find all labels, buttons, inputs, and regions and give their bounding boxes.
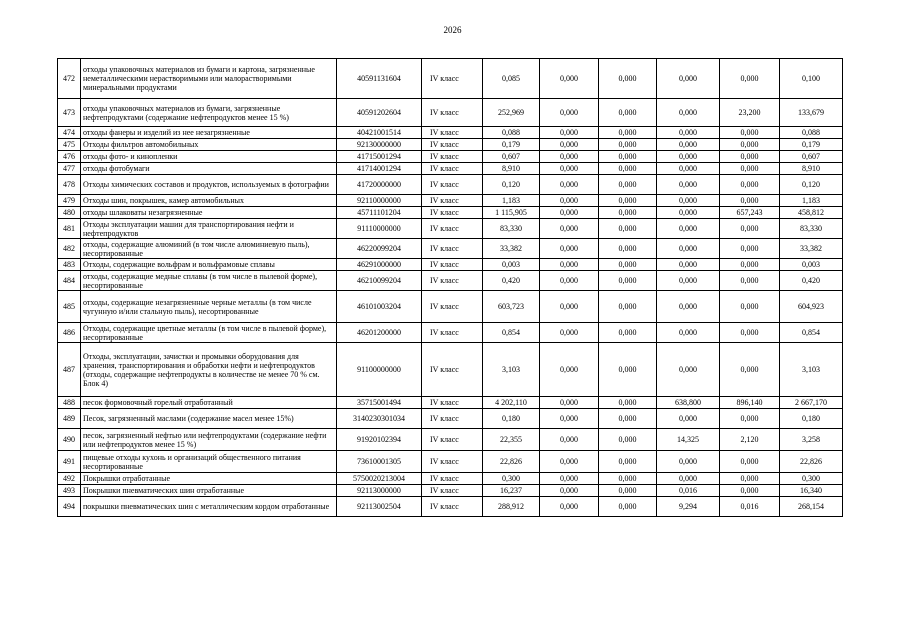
table-row — [58, 409, 843, 429]
row-number: 486 — [58, 323, 81, 343]
value-col-5: 0,000 — [720, 259, 780, 271]
hazard-class: IV класс — [422, 139, 483, 151]
value-col-4: 0,000 — [657, 139, 720, 151]
value-col-3: 0,000 — [599, 139, 657, 151]
value-col-2: 0,000 — [540, 271, 599, 291]
fkko-code: 41714001294 — [337, 163, 422, 175]
waste-name: отходы шлаковаты незагрязненные — [81, 207, 337, 219]
row-number: 487 — [58, 343, 81, 397]
value-col-2: 0,000 — [540, 497, 599, 517]
value-col-4: 0,000 — [657, 151, 720, 163]
table-row — [58, 127, 843, 139]
page-number: 2026 — [443, 25, 462, 35]
table-row — [58, 259, 843, 271]
value-col-4: 0,000 — [657, 271, 720, 291]
value-col-4: 0,000 — [657, 409, 720, 429]
value-col-5: 0,000 — [720, 59, 780, 99]
waste-name: отходы, содержащие незагрязненные черные металлы (в том числе чугунную и/или стальную пыль), несортированные — [81, 291, 337, 323]
value-col-3: 0,000 — [599, 497, 657, 517]
row-number: 492 — [58, 473, 81, 485]
value-col-6: 0,120 — [780, 175, 843, 195]
value-col-2: 0,000 — [540, 239, 599, 259]
hazard-class: IV класс — [422, 409, 483, 429]
table-row — [58, 163, 843, 175]
table-row — [58, 271, 843, 291]
value-col-6: 0,100 — [780, 59, 843, 99]
value-col-2: 0,000 — [540, 151, 599, 163]
fkko-code: 5750020213004 — [337, 473, 422, 485]
waste-name: Отходы, содержащие цветные металлы (в том числе в пылевой форме), несортированные — [81, 323, 337, 343]
value-col-4: 0,000 — [657, 451, 720, 473]
value-col-1: 252,969 — [483, 99, 540, 127]
value-col-5: 0,016 — [720, 497, 780, 517]
value-col-2: 0,000 — [540, 259, 599, 271]
waste-name: песок, загрязненный нефтью или нефтепродуктами (содержание нефти или нефтепродуктов менее 15 %) — [81, 429, 337, 451]
value-col-2: 0,000 — [540, 195, 599, 207]
row-number: 481 — [58, 219, 81, 239]
row-number: 493 — [58, 485, 81, 497]
value-col-3: 0,000 — [599, 195, 657, 207]
value-col-2: 0,000 — [540, 127, 599, 139]
value-col-2: 0,000 — [540, 175, 599, 195]
value-col-5: 896,140 — [720, 397, 780, 409]
value-col-1: 4 202,110 — [483, 397, 540, 409]
value-col-5: 657,243 — [720, 207, 780, 219]
value-col-4: 0,000 — [657, 239, 720, 259]
fkko-code: 46291000000 — [337, 259, 422, 271]
row-number: 475 — [58, 139, 81, 151]
row-number: 473 — [58, 99, 81, 127]
value-col-1: 0,300 — [483, 473, 540, 485]
waste-name: Отходы эксплуатации машин для транспортирования нефти и нефтепродуктов — [81, 219, 337, 239]
row-number: 482 — [58, 239, 81, 259]
value-col-5: 0,000 — [720, 473, 780, 485]
value-col-5: 0,000 — [720, 139, 780, 151]
value-col-6: 2 667,170 — [780, 397, 843, 409]
value-col-1: 0,854 — [483, 323, 540, 343]
hazard-class: IV класс — [422, 99, 483, 127]
value-col-6: 83,330 — [780, 219, 843, 239]
fkko-code: 41720000000 — [337, 175, 422, 195]
fkko-code: 40591202604 — [337, 99, 422, 127]
value-col-4: 0,000 — [657, 59, 720, 99]
table-row — [58, 59, 843, 99]
row-number: 480 — [58, 207, 81, 219]
value-col-1: 0,607 — [483, 151, 540, 163]
value-col-1: 1 115,905 — [483, 207, 540, 219]
waste-table — [57, 58, 843, 517]
hazard-class: IV класс — [422, 291, 483, 323]
fkko-code: 41715001294 — [337, 151, 422, 163]
waste-name: Отходы, содержащие вольфрам и вольфрамовые сплавы — [81, 259, 337, 271]
fkko-code: 35715001494 — [337, 397, 422, 409]
value-col-4: 0,000 — [657, 127, 720, 139]
waste-name: Покрышки пневматических шин отработанные — [81, 485, 337, 497]
row-number: 489 — [58, 409, 81, 429]
value-col-5: 0,000 — [720, 271, 780, 291]
hazard-class: IV класс — [422, 429, 483, 451]
waste-name: отходы фото- и кинопленки — [81, 151, 337, 163]
value-col-6: 0,854 — [780, 323, 843, 343]
value-col-2: 0,000 — [540, 139, 599, 151]
fkko-code: 46101003204 — [337, 291, 422, 323]
value-col-6: 458,812 — [780, 207, 843, 219]
table-row — [58, 485, 843, 497]
value-col-1: 1,183 — [483, 195, 540, 207]
value-col-6: 0,179 — [780, 139, 843, 151]
fkko-code: 92113000000 — [337, 485, 422, 497]
row-number: 484 — [58, 271, 81, 291]
value-col-3: 0,000 — [599, 259, 657, 271]
waste-name: пищевые отходы кухонь и организаций общественного питания несортированные — [81, 451, 337, 473]
value-col-6: 0,003 — [780, 259, 843, 271]
value-col-1: 33,382 — [483, 239, 540, 259]
value-col-4: 14,325 — [657, 429, 720, 451]
row-number: 474 — [58, 127, 81, 139]
table-row — [58, 99, 843, 127]
value-col-5: 0,000 — [720, 151, 780, 163]
value-col-3: 0,000 — [599, 429, 657, 451]
value-col-1: 603,723 — [483, 291, 540, 323]
fkko-code: 46210099204 — [337, 271, 422, 291]
value-col-2: 0,000 — [540, 409, 599, 429]
value-col-5: 0,000 — [720, 451, 780, 473]
value-col-3: 0,000 — [599, 397, 657, 409]
value-col-4: 0,000 — [657, 99, 720, 127]
fkko-code: 40421001514 — [337, 127, 422, 139]
value-col-2: 0,000 — [540, 429, 599, 451]
table-row — [58, 151, 843, 163]
hazard-class: IV класс — [422, 207, 483, 219]
table-row — [58, 497, 843, 517]
value-col-2: 0,000 — [540, 207, 599, 219]
value-col-4: 0,000 — [657, 323, 720, 343]
hazard-class: IV класс — [422, 323, 483, 343]
waste-name: Покрышки отработанные — [81, 473, 337, 485]
waste-name: отходы упаковочных материалов из бумаги, загрязненные нефтепродуктами (содержание нефтепродуктов менее 15 %) — [81, 99, 337, 127]
fkko-code: 91110000000 — [337, 219, 422, 239]
hazard-class: IV класс — [422, 271, 483, 291]
hazard-class: IV класс — [422, 485, 483, 497]
waste-name: песок формовочный горелый отработанный — [81, 397, 337, 409]
hazard-class: IV класс — [422, 175, 483, 195]
waste-name: Отходы шин, покрышек, камер автомобильных — [81, 195, 337, 207]
value-col-5: 0,000 — [720, 291, 780, 323]
hazard-class: IV класс — [422, 451, 483, 473]
value-col-2: 0,000 — [540, 451, 599, 473]
row-number: 490 — [58, 429, 81, 451]
row-number: 479 — [58, 195, 81, 207]
value-col-1: 22,826 — [483, 451, 540, 473]
value-col-1: 3,103 — [483, 343, 540, 397]
table-row — [58, 207, 843, 219]
value-col-6: 0,180 — [780, 409, 843, 429]
value-col-1: 22,355 — [483, 429, 540, 451]
value-col-2: 0,000 — [540, 163, 599, 175]
hazard-class: IV класс — [422, 151, 483, 163]
value-col-6: 3,258 — [780, 429, 843, 451]
value-col-3: 0,000 — [599, 151, 657, 163]
value-col-5: 0,000 — [720, 323, 780, 343]
row-number: 478 — [58, 175, 81, 195]
value-col-4: 638,800 — [657, 397, 720, 409]
value-col-3: 0,000 — [599, 343, 657, 397]
value-col-6: 0,607 — [780, 151, 843, 163]
value-col-3: 0,000 — [599, 451, 657, 473]
value-col-3: 0,000 — [599, 291, 657, 323]
value-col-3: 0,000 — [599, 239, 657, 259]
value-col-3: 0,000 — [599, 99, 657, 127]
value-col-6: 133,679 — [780, 99, 843, 127]
waste-name: Отходы фильтров автомобильных — [81, 139, 337, 151]
value-col-6: 268,154 — [780, 497, 843, 517]
value-col-5: 0,000 — [720, 127, 780, 139]
row-number: 485 — [58, 291, 81, 323]
waste-name: Отходы химических составов и продуктов, используемых в фотографии — [81, 175, 337, 195]
value-col-4: 0,000 — [657, 175, 720, 195]
hazard-class: IV класс — [422, 397, 483, 409]
table-row — [58, 175, 843, 195]
waste-name: отходы упаковочных материалов из бумаги и картона, загрязненные неметаллическими нерастворимыми или малорастворимыми минеральными продуктами — [81, 59, 337, 99]
value-col-3: 0,000 — [599, 127, 657, 139]
fkko-code: 73610001305 — [337, 451, 422, 473]
value-col-4: 0,000 — [657, 163, 720, 175]
hazard-class: IV класс — [422, 195, 483, 207]
value-col-1: 0,088 — [483, 127, 540, 139]
value-col-2: 0,000 — [540, 343, 599, 397]
row-number: 491 — [58, 451, 81, 473]
value-col-4: 0,000 — [657, 207, 720, 219]
value-col-2: 0,000 — [540, 323, 599, 343]
value-col-5: 0,000 — [720, 175, 780, 195]
value-col-3: 0,000 — [599, 409, 657, 429]
value-col-6: 22,826 — [780, 451, 843, 473]
table-row — [58, 451, 843, 473]
row-number: 477 — [58, 163, 81, 175]
value-col-2: 0,000 — [540, 473, 599, 485]
value-col-6: 0,088 — [780, 127, 843, 139]
value-col-5: 0,000 — [720, 485, 780, 497]
waste-name: Отходы, эксплуатации, зачистки и промывки оборудования для хранения, транспортирования и обработки нефти и нефтепродуктов (отходы, содержащие нефтепродукты в количестве не менее 70 % см. Блок 4) — [81, 343, 337, 397]
value-col-1: 8,910 — [483, 163, 540, 175]
value-col-5: 0,000 — [720, 409, 780, 429]
waste-name: отходы фанеры и изделий из нее незагрязненные — [81, 127, 337, 139]
hazard-class: IV класс — [422, 497, 483, 517]
value-col-3: 0,000 — [599, 271, 657, 291]
value-col-6: 0,420 — [780, 271, 843, 291]
value-col-4: 0,000 — [657, 473, 720, 485]
value-col-1: 288,912 — [483, 497, 540, 517]
value-col-5: 0,000 — [720, 343, 780, 397]
value-col-1: 0,120 — [483, 175, 540, 195]
hazard-class: IV класс — [422, 343, 483, 397]
value-col-1: 0,003 — [483, 259, 540, 271]
value-col-6: 16,340 — [780, 485, 843, 497]
table-row — [58, 429, 843, 451]
waste-name: отходы, содержащие медные сплавы (в том числе в пылевой форме), несортированные — [81, 271, 337, 291]
value-col-4: 9,294 — [657, 497, 720, 517]
value-col-5: 2,120 — [720, 429, 780, 451]
value-col-3: 0,000 — [599, 163, 657, 175]
value-col-3: 0,000 — [599, 323, 657, 343]
table-row — [58, 239, 843, 259]
table-row — [58, 291, 843, 323]
value-col-2: 0,000 — [540, 397, 599, 409]
value-col-1: 0,180 — [483, 409, 540, 429]
hazard-class: IV класс — [422, 239, 483, 259]
table-row — [58, 219, 843, 239]
fkko-code: 45711101204 — [337, 207, 422, 219]
fkko-code: 92130000000 — [337, 139, 422, 151]
value-col-5: 23,200 — [720, 99, 780, 127]
value-col-2: 0,000 — [540, 485, 599, 497]
value-col-6: 33,382 — [780, 239, 843, 259]
value-col-6: 8,910 — [780, 163, 843, 175]
value-col-6: 0,300 — [780, 473, 843, 485]
fkko-code: 46201200000 — [337, 323, 422, 343]
value-col-2: 0,000 — [540, 59, 599, 99]
value-col-1: 0,085 — [483, 59, 540, 99]
value-col-3: 0,000 — [599, 219, 657, 239]
value-col-5: 0,000 — [720, 239, 780, 259]
value-col-3: 0,000 — [599, 485, 657, 497]
row-number: 476 — [58, 151, 81, 163]
value-col-5: 0,000 — [720, 163, 780, 175]
fkko-code: 3140230301034 — [337, 409, 422, 429]
value-col-4: 0,000 — [657, 195, 720, 207]
fkko-code: 91100000000 — [337, 343, 422, 397]
value-col-4: 0,000 — [657, 291, 720, 323]
table-row — [58, 195, 843, 207]
value-col-1: 0,420 — [483, 271, 540, 291]
hazard-class: IV класс — [422, 473, 483, 485]
hazard-class: IV класс — [422, 259, 483, 271]
fkko-code: 40591131604 — [337, 59, 422, 99]
value-col-4: 0,000 — [657, 259, 720, 271]
value-col-2: 0,000 — [540, 99, 599, 127]
row-number: 494 — [58, 497, 81, 517]
fkko-code: 92113002504 — [337, 497, 422, 517]
table-row — [58, 343, 843, 397]
fkko-code: 92110000000 — [337, 195, 422, 207]
table-row — [58, 139, 843, 151]
value-col-1: 0,179 — [483, 139, 540, 151]
fkko-code: 91920102394 — [337, 429, 422, 451]
waste-name: покрышки пневматических шин с металлическим кордом отработанные — [81, 497, 337, 517]
value-col-4: 0,016 — [657, 485, 720, 497]
value-col-3: 0,000 — [599, 175, 657, 195]
value-col-2: 0,000 — [540, 291, 599, 323]
value-col-6: 3,103 — [780, 343, 843, 397]
value-col-3: 0,000 — [599, 59, 657, 99]
waste-name: отходы фотобумаги — [81, 163, 337, 175]
fkko-code: 46220099204 — [337, 239, 422, 259]
value-col-3: 0,000 — [599, 473, 657, 485]
table-row — [58, 397, 843, 409]
table-row — [58, 323, 843, 343]
hazard-class: IV класс — [422, 127, 483, 139]
row-number: 488 — [58, 397, 81, 409]
table-row — [58, 473, 843, 485]
value-col-4: 0,000 — [657, 219, 720, 239]
value-col-1: 16,237 — [483, 485, 540, 497]
row-number: 472 — [58, 59, 81, 99]
value-col-3: 0,000 — [599, 207, 657, 219]
value-col-2: 0,000 — [540, 219, 599, 239]
value-col-4: 0,000 — [657, 343, 720, 397]
hazard-class: IV класс — [422, 163, 483, 175]
value-col-5: 0,000 — [720, 219, 780, 239]
value-col-5: 0,000 — [720, 195, 780, 207]
value-col-6: 604,923 — [780, 291, 843, 323]
hazard-class: IV класс — [422, 59, 483, 99]
row-number: 483 — [58, 259, 81, 271]
value-col-1: 83,330 — [483, 219, 540, 239]
waste-name: Песок, загрязненный маслами (содержание масел менее 15%) — [81, 409, 337, 429]
waste-name: отходы, содержащие алюминий (в том числе алюминиевую пыль), несортированные — [81, 239, 337, 259]
value-col-6: 1,183 — [780, 195, 843, 207]
hazard-class: IV класс — [422, 219, 483, 239]
